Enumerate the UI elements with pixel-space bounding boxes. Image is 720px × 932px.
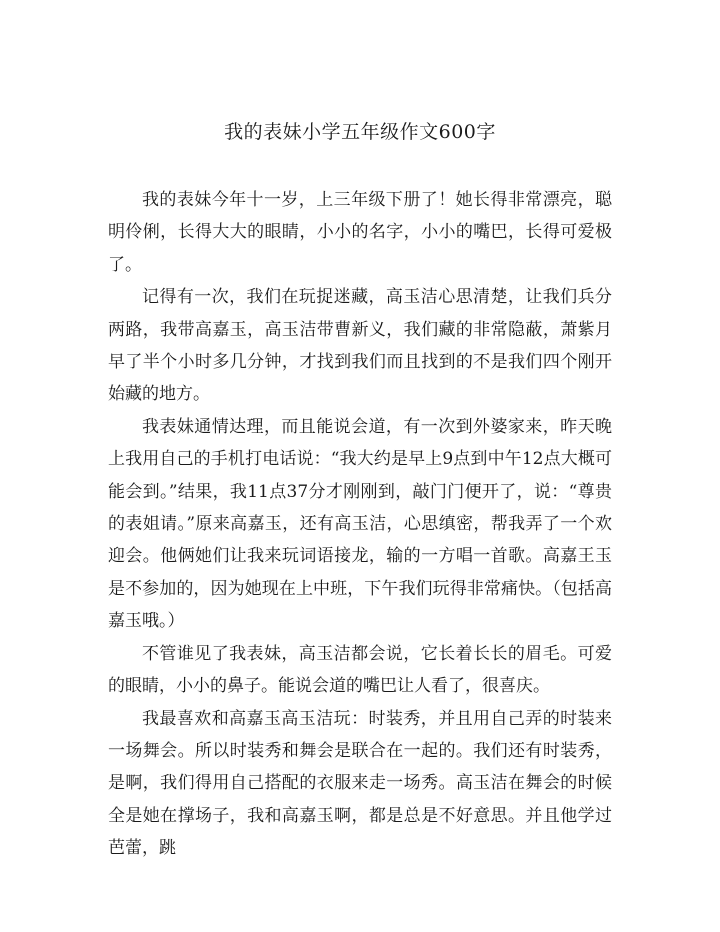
paragraph: 我的表妹今年十一岁，上三年级下册了！她长得非常漂亮，聪明伶俐，长得大大的眼睛，小小的名字，小小的嘴巴，长得可爱极了。	[108, 190, 612, 275]
document-title: 我的表妹小学五年级作文600字	[224, 121, 496, 143]
paragraph: 不管谁见了我表妹，高玉洁都会说，它长着长长的眉毛。可爱的眼睛，小小的鼻子。能说会道的嘴巴让人看了，很喜庆。	[108, 643, 612, 697]
paragraph: 记得有一次，我们在玩捉迷藏，高玉洁心思清楚，让我们兵分两路，我带高嘉玉，高玉洁带曹新义，我们藏的非常隐蔽，萧紫月早了半个小时多几分钟，才找到我们而且找到的不是我们四个刚开始藏的地方。	[108, 287, 612, 405]
document-body	[108, 184, 612, 865]
paragraph: 我最喜欢和高嘉玉高玉洁玩：时装秀，并且用自己弄的时装来一场舞会。所以时装秀和舞会是联合在一起的。我们还有时装秀，是啊，我们得用自己搭配的衣服来走一场秀。高玉洁在舞会的时候全是她在撑场子，我和高嘉玉啊，都是总是不好意思。并且他学过芭蕾，跳	[108, 708, 612, 859]
paragraph: 我表妹通情达理，而且能说会道，有一次到外婆家来，昨天晚上我用自己的手机打电话说：“我大约是早上9点到中午12点大概可能会到。”结果，我11点37分才刚刚到，敲门门便开了，说：“尊贵的表姐请。”原来高嘉玉，还有高玉洁，心思缜密，帮我弄了一个欢迎会。他俩她们让我来玩词语接龙，输的一方唱一首歌。高嘉王玉是不参加的，因为她现在上中班，下午我们玩得非常痛快。（包括高嘉玉哦。）	[108, 416, 612, 632]
